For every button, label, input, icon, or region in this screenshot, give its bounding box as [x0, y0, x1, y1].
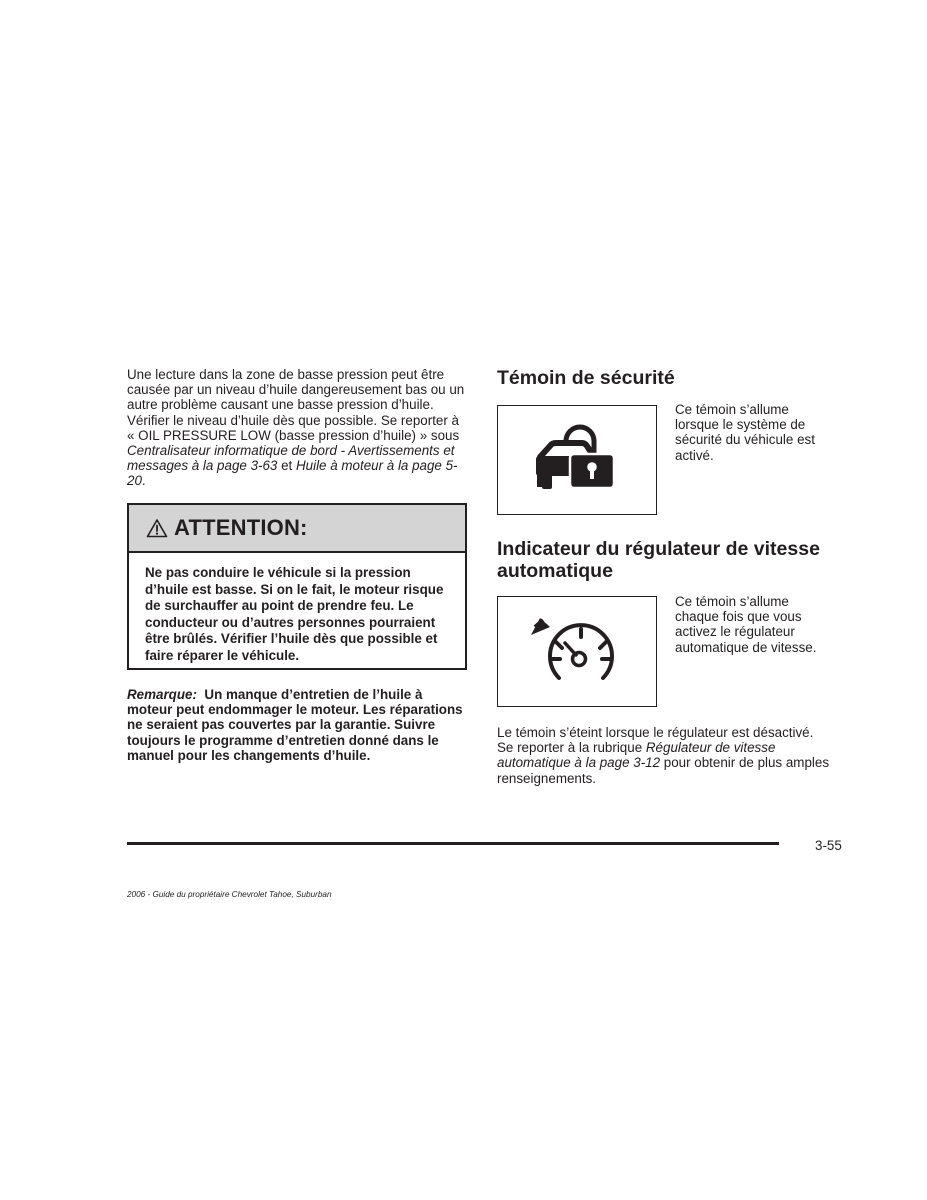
intro-connector: et — [277, 458, 296, 474]
footer-rule — [127, 842, 779, 845]
warning-triangle-icon — [146, 518, 168, 538]
engine-oil-reference: Huile à moteur à la page 5-20 — [127, 458, 458, 489]
computer-center-reference: Centralisateur informatique de bord - Avertissements et messages à la page 3-63 — [127, 443, 455, 474]
cruise-off-end: pour obtenir de plus amples renseignements. — [497, 755, 830, 786]
intro-text: Une lecture dans la zone de basse pression peut être causée par un niveau d’huile dangereusement bas ou un autre problème causant une basse pression d’huile. Vérifier le niveau d’huile dès que possible. Se reporter à « OIL PRESSURE LOW (basse pression d’huile) » sous — [127, 367, 465, 443]
attention-header — [129, 505, 465, 553]
note-text: Un manque d’entretien de l’huile à moteur peut endommager le moteur. Les réparations ne seraient pas couvertes par la garantie. Suivre toujours le programme d’entretien donné dans le manuel pour les changements d’huile. — [127, 687, 463, 763]
cruise-heading: Indicateur du régulateur de vitesse automatique — [497, 538, 820, 582]
attention-title: ATTENTION: — [174, 515, 308, 540]
cruise-off-paragraph — [497, 725, 832, 786]
note-label: Remarque: — [127, 687, 197, 702]
security-description: Ce témoin s’allume lorsque le système de sécurité du véhicule est activé. — [675, 402, 815, 463]
maintenance-note — [127, 687, 467, 763]
security-heading: Témoin de sécurité — [497, 367, 675, 389]
attention-body: Ne pas conduire le véhicule si la pression d’huile est basse. Si on le fait, le moteur risque de surchauffer au point de prendre feu. Le conducteur ou d’autres personnes pourraient être brûlés. Vérifier l’huile dès que possible et faire réparer le véhicule. — [145, 565, 444, 663]
security-icon-frame — [497, 405, 657, 515]
cruise-icon-frame — [497, 596, 657, 707]
intro-end: . — [141, 473, 146, 489]
attention-box — [127, 503, 467, 670]
cruise-control-reference: Régulateur de vitesse automatique à la page 3-12 — [497, 740, 776, 771]
cruise-control-speedometer-icon — [498, 597, 655, 705]
cruise-description: Ce témoin s’allume chaque fois que vous activez le régulateur automatique de vitesse. — [675, 594, 817, 655]
car-padlock-icon — [498, 406, 655, 513]
cruise-off-text: Le témoin s’éteint lorsque le régulateur est désactivé. Se reporter à la rubrique — [497, 725, 814, 756]
footer-caption: 2006 - Guide du propriétaire Chevrolet Tahoe, Suburban — [127, 890, 332, 899]
oil-pressure-paragraph — [127, 367, 467, 489]
page-number: 3-55 — [815, 838, 842, 853]
